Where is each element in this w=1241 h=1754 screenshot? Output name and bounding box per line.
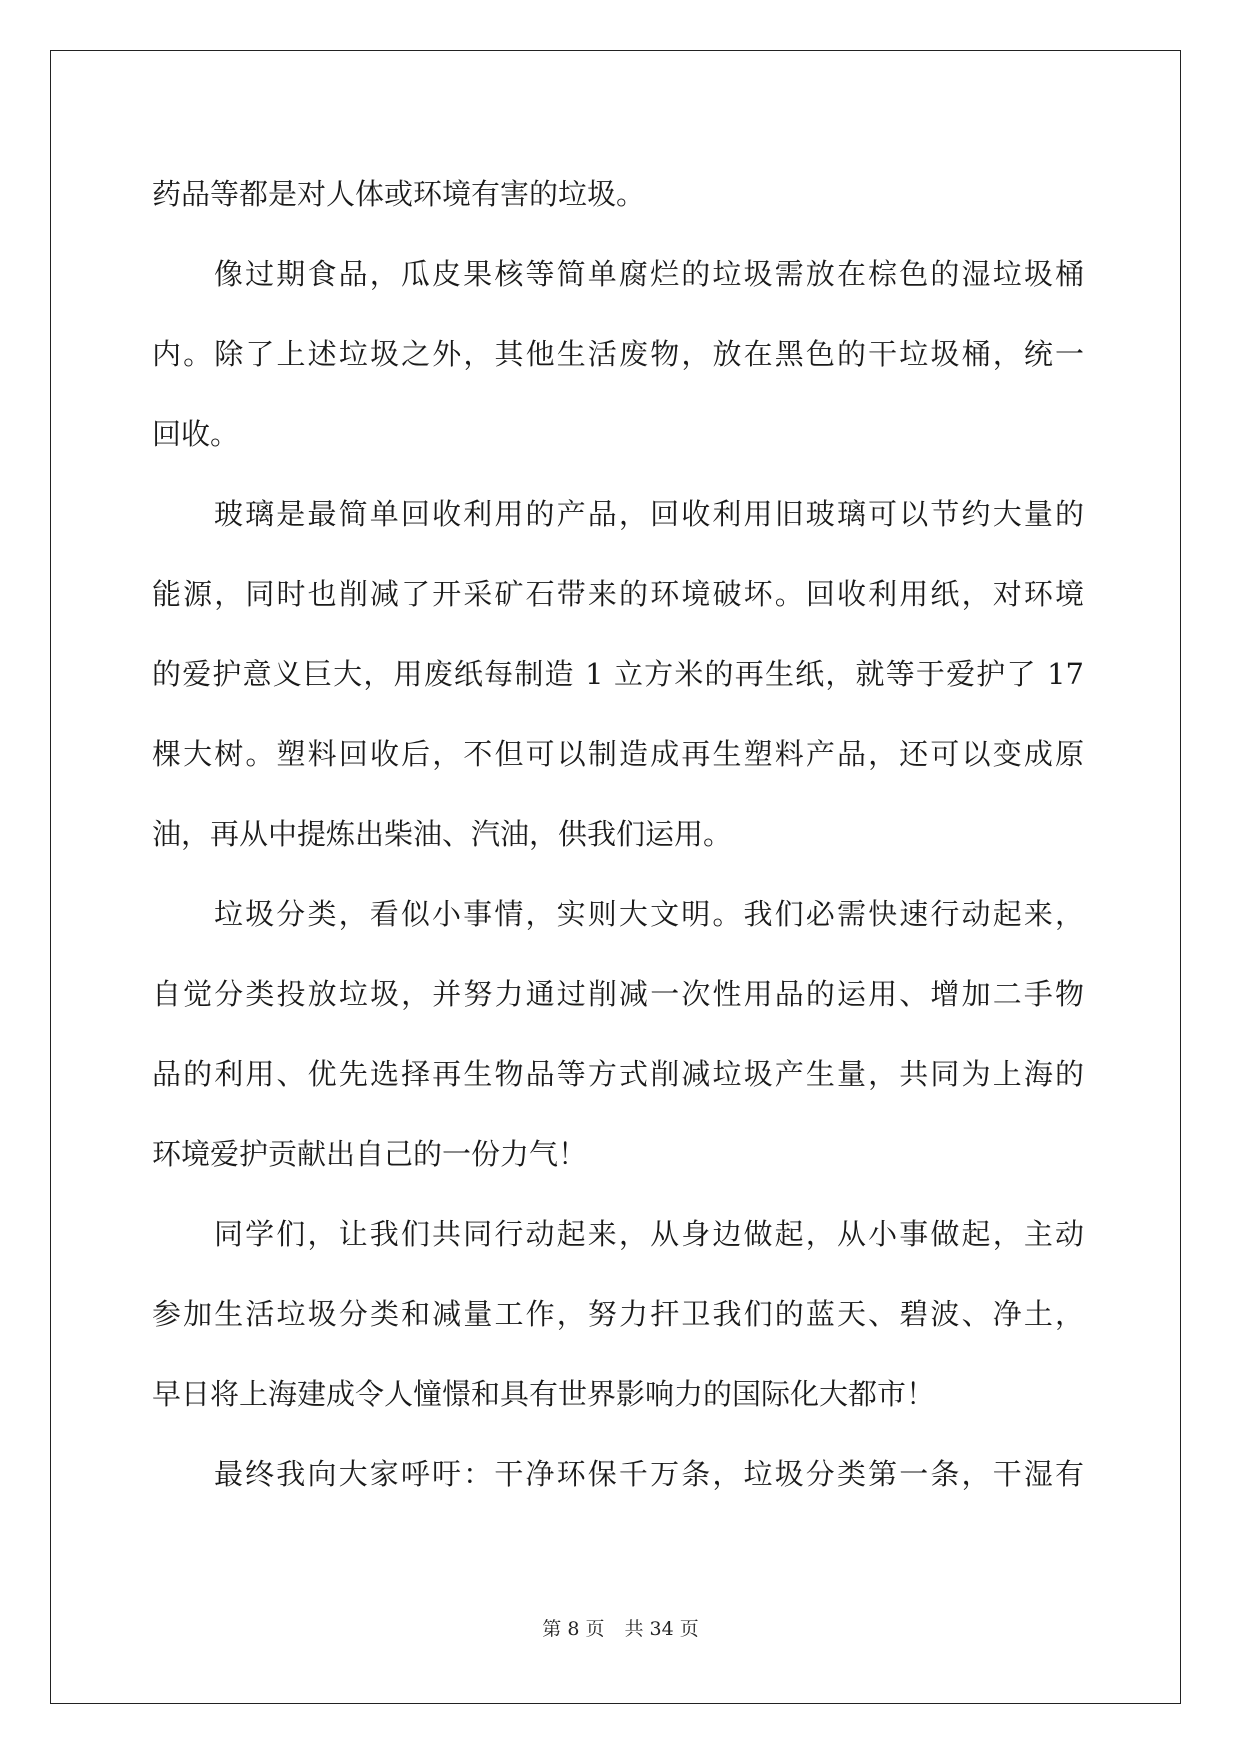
text-line: 的爱护意义巨大，用废纸每制造 1 立方米的再生纸，就等于爱护了 17 (152, 657, 1084, 691)
page-number: 第 8 页 (542, 1618, 605, 1640)
text-line: 油，再从中提炼出柴油、汽油，供我们运用。 (152, 817, 733, 851)
text-line: 最终我向大家呼吁：干净环保千万条，垃圾分类第一条，干湿有 (214, 1457, 1084, 1491)
text-line: 棵大树。塑料回收后，不但可以制造成再生塑料产品，还可以变成原 (152, 737, 1084, 771)
text-line: 早日将上海建成令人憧憬和具有世界影响力的国际化大都市！ (152, 1377, 936, 1411)
text-line: 内。除了上述垃圾之外，其他生活废物，放在黑色的干垃圾桶，统一 (152, 337, 1084, 371)
text-line: 品的利用、优先选择再生物品等方式削减垃圾产生量，共同为上海的 (152, 1057, 1084, 1091)
page-footer (0, 1614, 1241, 1641)
total-pages: 共 34 页 (624, 1618, 699, 1640)
text-line: 药品等都是对人体或环境有害的垃圾。 (152, 177, 646, 211)
text-line: 参加生活垃圾分类和减量工作，努力扞卫我们的蓝天、碧波、净土， (152, 1297, 1084, 1331)
text-line: 环境爱护贡献出自己的一份力气！ (152, 1137, 588, 1171)
document-body (152, 154, 1084, 1514)
text-line: 同学们，让我们共同行动起来，从身边做起，从小事做起，主动 (214, 1217, 1084, 1251)
text-line: 回收。 (152, 417, 240, 451)
text-line: 玻璃是最简单回收利用的产品，回收利用旧玻璃可以节约大量的 (214, 497, 1084, 531)
text-line: 能源，同时也削减了开采矿石带来的环境破坏。回收利用纸，对环境 (152, 577, 1084, 611)
text-line: 垃圾分类，看似小事情，实则大文明。我们必需快速行动起来， (214, 897, 1084, 931)
text-line: 自觉分类投放垃圾，并努力通过削减一次性用品的运用、增加二手物 (152, 977, 1084, 1011)
text-line: 像过期食品，瓜皮果核等简单腐烂的垃圾需放在棕色的湿垃圾桶 (214, 257, 1084, 291)
